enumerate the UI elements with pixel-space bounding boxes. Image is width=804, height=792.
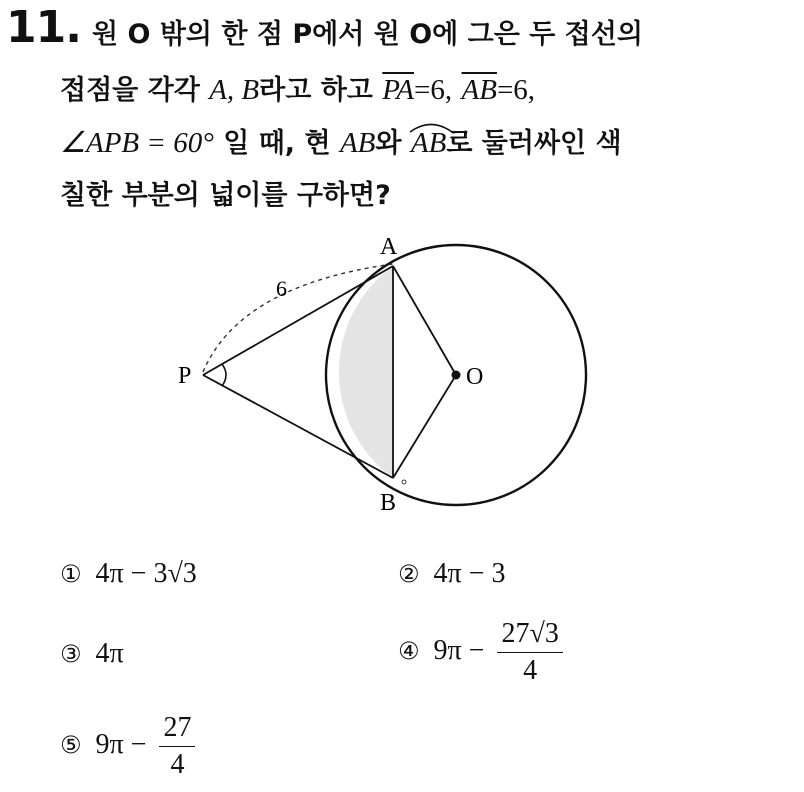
choice-4-denominator: 4 — [523, 655, 538, 686]
question-number: 11. — [6, 2, 81, 53]
choice-4-numerator: 27√3 — [497, 618, 562, 653]
choice-2-text: 4π − 3 — [433, 558, 506, 589]
choice-3-text: 4π — [95, 638, 124, 669]
choice-4-mark: ④ — [398, 636, 420, 665]
arc-ab — [411, 127, 446, 159]
text-segment: 와 — [375, 128, 402, 159]
text-segment: 접점을 각각 — [60, 75, 200, 106]
question-line-4: 칠한 부분의 넓이를 구하면? — [60, 180, 391, 211]
choice-1-mark: ① — [60, 560, 82, 588]
choice-1-text: 4π − 3√3 — [95, 558, 197, 589]
geometry-figure — [160, 225, 600, 525]
choice-5[interactable] — [60, 712, 195, 781]
angle-apb: ∠APB = 60° — [60, 127, 214, 159]
choice-5-mark: ⑤ — [60, 730, 82, 759]
question-line-1: 원 O 밖의 한 점 P에서 원 O에 그은 두 접선의 — [92, 19, 643, 50]
choice-5-numerator: 27 — [159, 712, 195, 747]
label-b: B — [380, 490, 397, 516]
text-segment: 로 둘러싸인 색 — [446, 128, 622, 159]
value-ab: =6, — [496, 74, 536, 106]
segment-ab: $\overline{AB}$ — [461, 74, 497, 106]
text-segment: 라고 하고 — [259, 75, 373, 106]
center-dot — [452, 371, 461, 380]
chord-ab: AB — [339, 127, 376, 159]
angle-p-arc — [222, 364, 226, 386]
segment-pa: $\overline{PA}$ — [382, 74, 414, 106]
choice-3-mark: ③ — [60, 640, 82, 668]
radius-ob — [393, 375, 456, 478]
choice-5-denominator: 4 — [170, 749, 185, 780]
radius-oa — [393, 266, 456, 375]
points-ab: A, B — [209, 74, 260, 106]
label-o: O — [466, 364, 484, 390]
choice-4-lead: 9π − — [433, 634, 485, 666]
value-pa: =6, — [414, 74, 453, 106]
arc-ab-label: AB — [410, 127, 447, 159]
choice-1[interactable] — [60, 558, 197, 590]
choice-5-lead: 9π − — [95, 728, 147, 760]
label-length-6: 6 — [276, 276, 287, 301]
choice-2-mark: ② — [398, 560, 420, 588]
choice-3[interactable] — [60, 638, 124, 670]
arc-mark — [408, 121, 454, 133]
text-segment: 일 때, 현 — [223, 128, 331, 159]
point-b-marker — [402, 480, 406, 484]
choice-4-fraction — [497, 618, 562, 687]
label-a: A — [380, 234, 398, 260]
choice-4[interactable] — [398, 618, 563, 687]
label-p: P — [178, 363, 192, 389]
choice-5-fraction — [159, 712, 195, 781]
question-line-3 — [60, 121, 622, 160]
choice-2[interactable] — [398, 558, 505, 590]
question-line-2 — [60, 68, 535, 107]
